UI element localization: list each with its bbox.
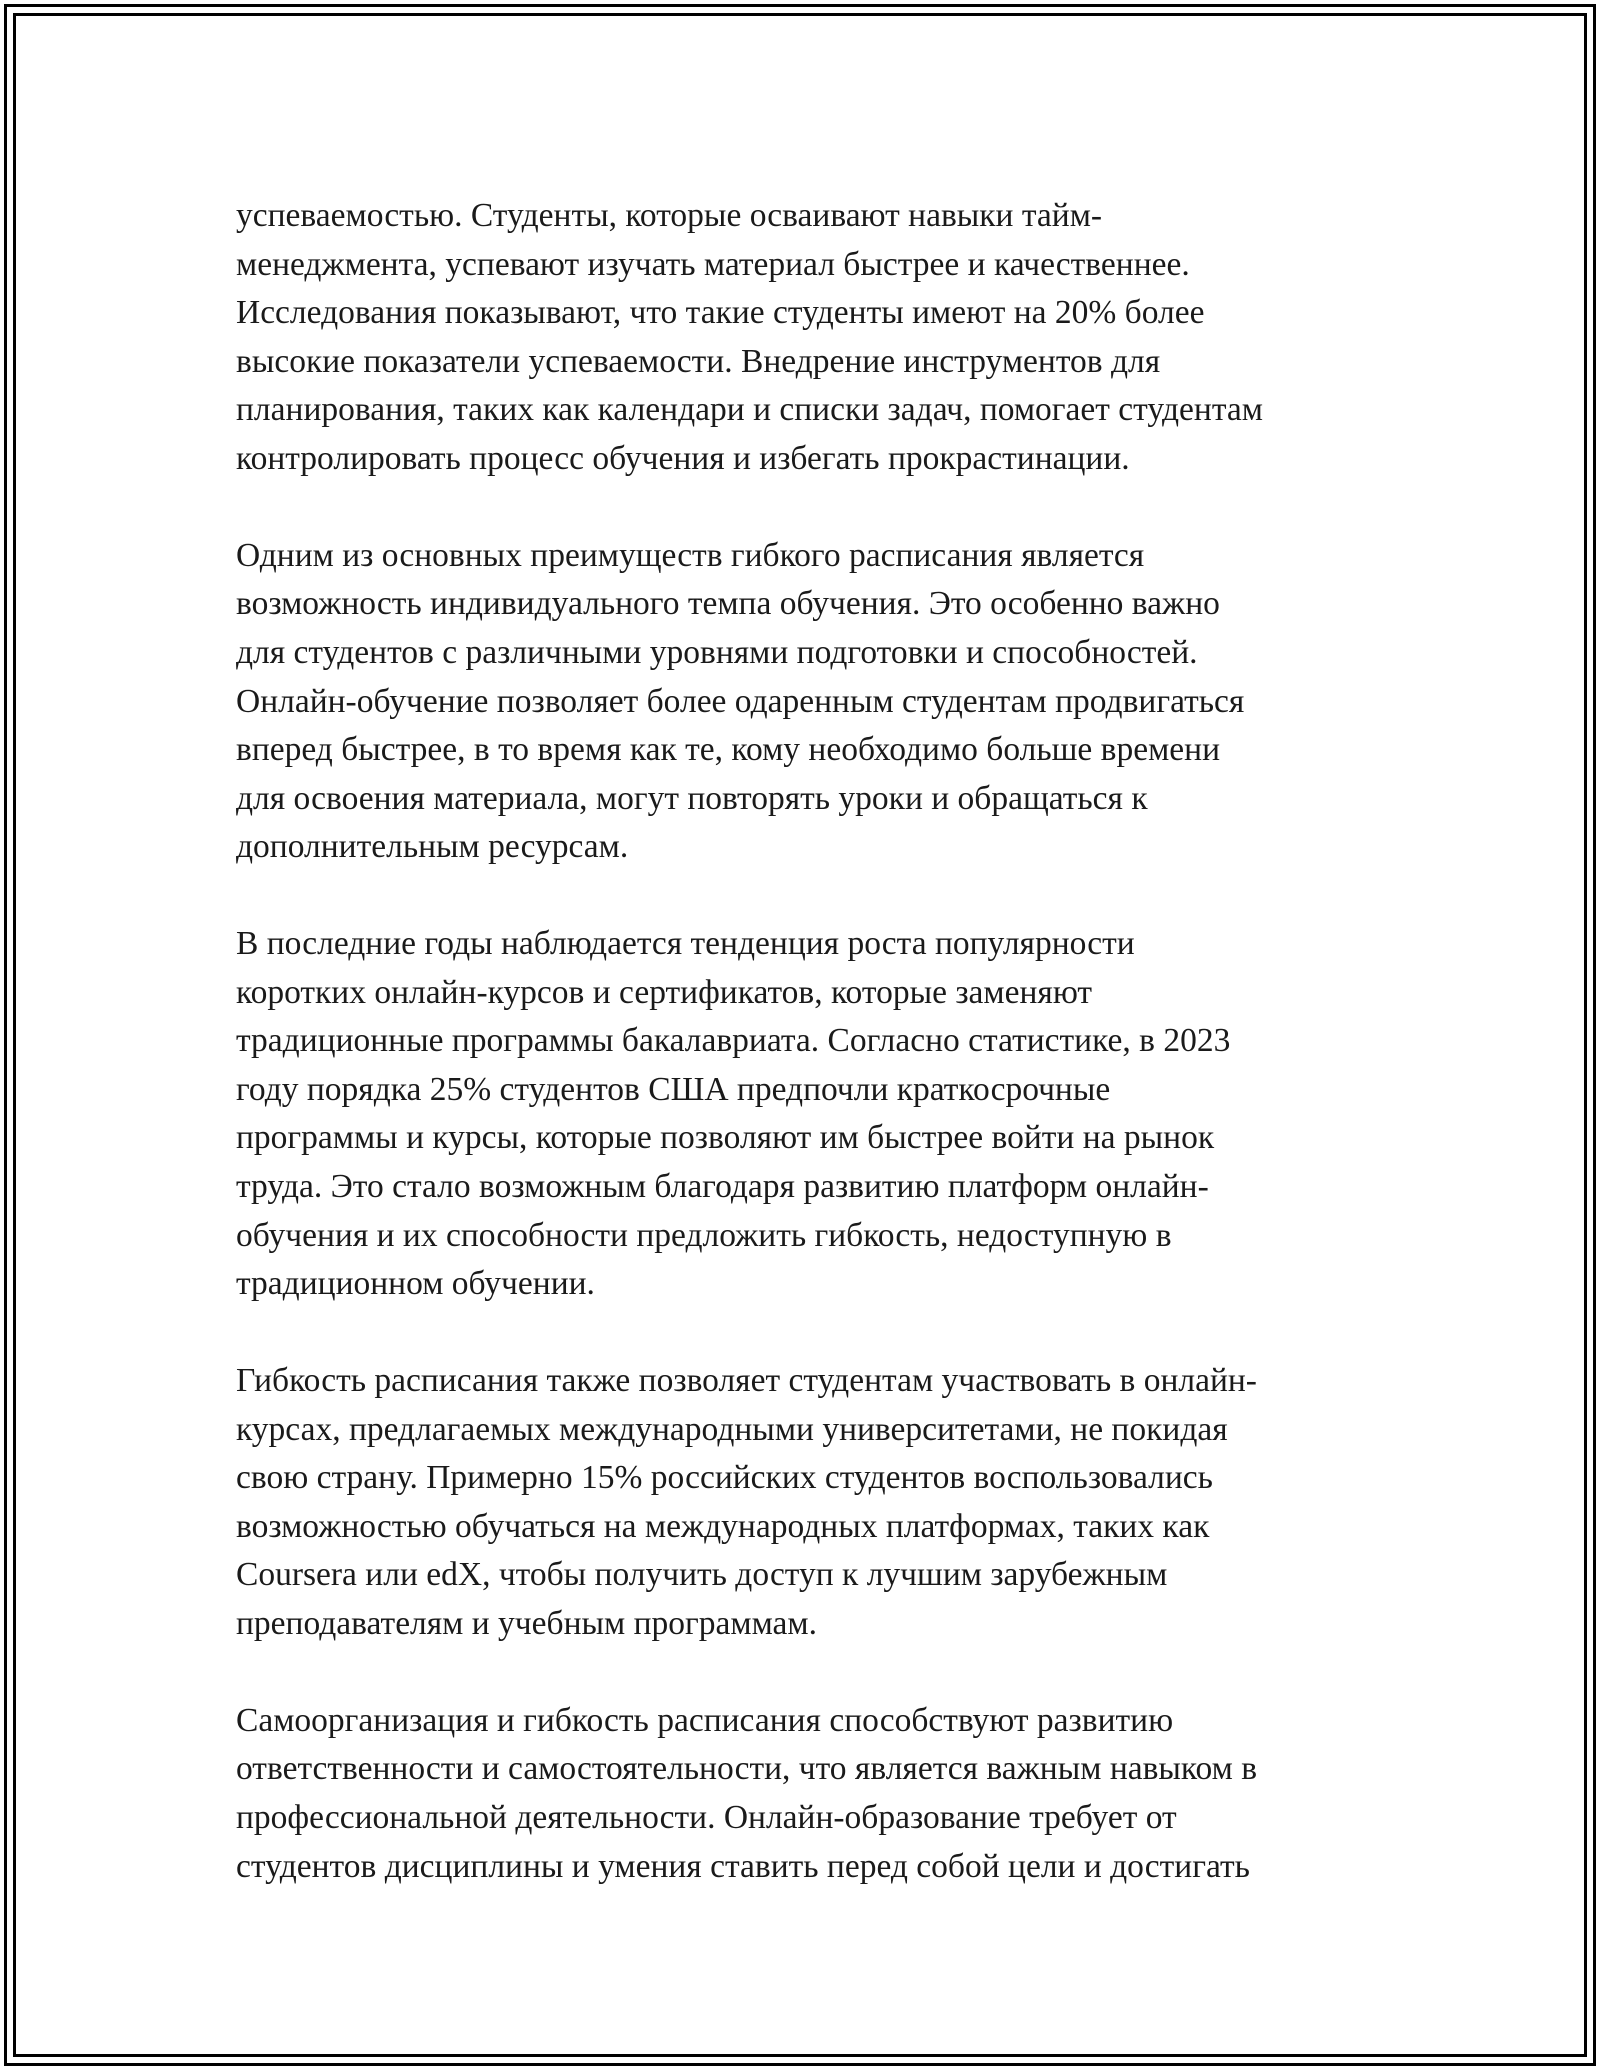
text-line: Гибкость расписания также позволяет студентам участвовать в онлайн-	[236, 1362, 1257, 1400]
text-line: курсах, предлагаемых международными университетами, не покидая	[236, 1410, 1228, 1448]
paragraph-5	[236, 1697, 1366, 1891]
text-line: студентов дисциплины и умения ставить перед собой цели и достигать	[236, 1847, 1250, 1885]
paragraph-2	[236, 532, 1366, 872]
text-line: традиционном обучении.	[236, 1265, 595, 1303]
text-line: Исследования показывают, что такие студенты имеют на 20% более	[236, 294, 1205, 332]
text-line: Одним из основных преимуществ гибкого расписания является	[236, 536, 1145, 574]
text-line: высокие показатели успеваемости. Внедрение инструментов для	[236, 342, 1161, 380]
text-line: Coursera или edX, чтобы получить доступ к лучшим зарубежным	[236, 1556, 1168, 1594]
text-line: контролировать процесс обучения и избегать прокрастинации.	[236, 439, 1130, 477]
text-line: преподавателям и учебным программам.	[236, 1605, 817, 1642]
text-line: Самоорганизация и гибкость расписания способствуют развитию	[236, 1701, 1174, 1739]
paragraph-4	[236, 1357, 1366, 1649]
text-line: возможностью обучаться на международных платформах, таких как	[236, 1507, 1210, 1545]
paragraph-3	[236, 920, 1366, 1309]
text-line: дополнительным ресурсам.	[236, 828, 629, 866]
text-line: возможность индивидуального темпа обучения. Это особенно важно	[236, 585, 1220, 623]
text-line: для студентов с различными уровнями подготовки и способностей.	[236, 633, 1198, 671]
text-line: Онлайн-обучение позволяет более одаренным студентам продвигаться	[236, 682, 1245, 720]
text-line: менеджмента, успевают изучать материал быстрее и качественнее.	[236, 245, 1190, 283]
text-line: профессиональной деятельности. Онлайн-образование требует от	[236, 1798, 1177, 1836]
text-line: планирования, таких как календари и списки задач, помогает студентам	[236, 391, 1263, 429]
text-line: году порядка 25% студентов США предпочли краткосрочные	[236, 1070, 1111, 1108]
text-line: успеваемостью. Студенты, которые осваивают навыки тайм-	[236, 197, 1103, 234]
text-line: традиционные программы бакалавриата. Согласно статистике, в 2023	[236, 1022, 1231, 1060]
text-line: труда. Это стало возможным благодаря развитию платформ онлайн-	[236, 1168, 1209, 1206]
text-line: свою страну. Примерно 15% российских студентов воспользовались	[236, 1459, 1213, 1497]
text-line: В последние годы наблюдается тенденция роста популярности	[236, 925, 1135, 963]
text-line: вперед быстрее, в то время как те, кому необходимо больше времени	[236, 731, 1221, 769]
text-line: коротких онлайн-курсов и сертификатов, которые заменяют	[236, 973, 1093, 1011]
text-line: программы и курсы, которые позволяют им быстрее войти на рынок	[236, 1119, 1215, 1157]
paragraph-1	[236, 192, 1366, 484]
text-line: обучения и их способности предложить гибкость, недоступную в	[236, 1216, 1172, 1254]
text-line: ответственности и самостоятельности, что является важным навыком в	[236, 1750, 1258, 1788]
text-line: для освоения материала, могут повторять уроки и обращаться к	[236, 779, 1148, 817]
document-body	[236, 192, 1366, 1939]
